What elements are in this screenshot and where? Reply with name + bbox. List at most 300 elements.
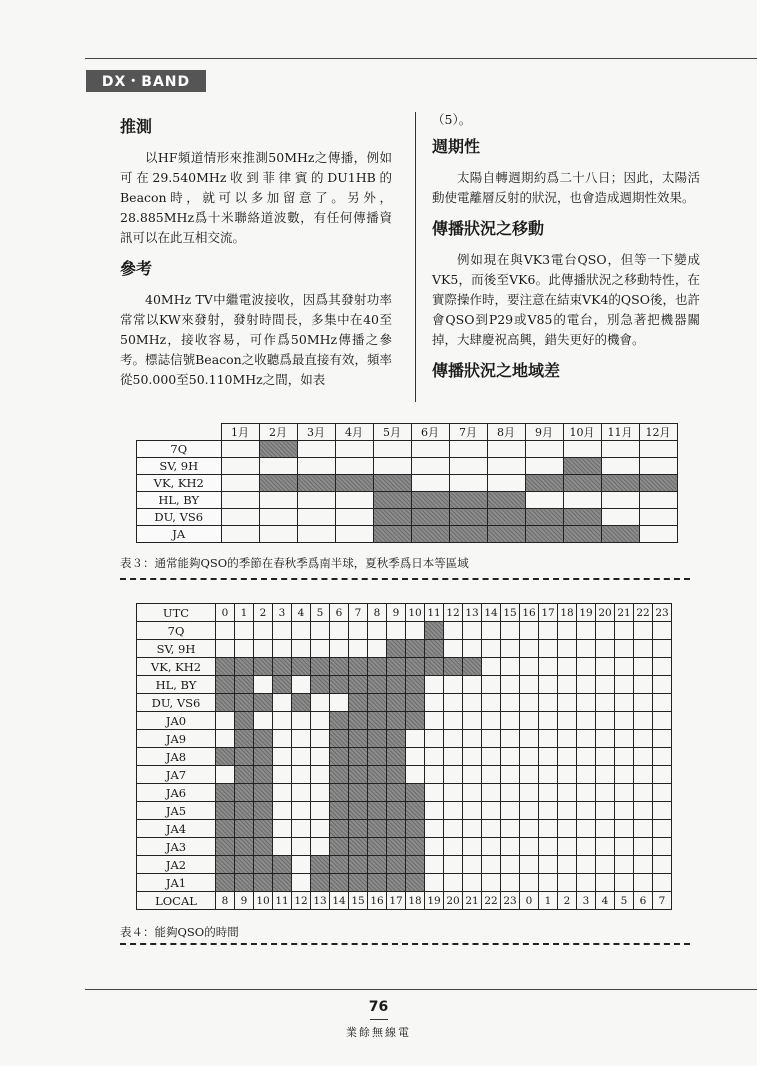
utc-label: UTC	[137, 604, 216, 622]
time-cell	[596, 622, 615, 640]
time-row-label: JA6	[137, 784, 216, 802]
time-cell	[653, 838, 672, 856]
time-cell	[216, 712, 235, 730]
time-cell	[539, 820, 558, 838]
time-cell	[273, 694, 292, 712]
season-cell	[487, 441, 525, 458]
time-cell	[615, 622, 634, 640]
time-cell	[596, 712, 615, 730]
local-hour: 16	[368, 892, 387, 910]
time-cell-active	[387, 766, 406, 784]
time-cell	[520, 802, 539, 820]
local-hour: 1	[539, 892, 558, 910]
utc-hour: 21	[615, 604, 634, 622]
time-cell-active	[235, 766, 254, 784]
time-cell	[596, 676, 615, 694]
time-cell	[539, 802, 558, 820]
time-cell	[634, 802, 653, 820]
time-cell	[425, 820, 444, 838]
season-cell	[601, 492, 639, 509]
time-cell	[406, 766, 425, 784]
time-cell	[558, 874, 577, 892]
time-cell	[482, 658, 501, 676]
time-cell-active	[387, 712, 406, 730]
time-table-row	[137, 802, 672, 820]
time-cell	[292, 712, 311, 730]
utc-hour: 23	[653, 604, 672, 622]
season-cell-active	[373, 475, 411, 492]
time-cell-active	[330, 874, 349, 892]
time-cell-active	[368, 874, 387, 892]
time-cell	[444, 694, 463, 712]
time-cell-active	[216, 820, 235, 838]
month-header: 8月	[487, 424, 525, 441]
time-cell	[482, 874, 501, 892]
time-cell	[254, 712, 273, 730]
time-cell-active	[235, 874, 254, 892]
time-cell	[539, 748, 558, 766]
season-cell	[449, 441, 487, 458]
season-cell	[259, 458, 297, 475]
time-cell	[482, 856, 501, 874]
time-cell	[520, 730, 539, 748]
season-cell	[335, 441, 373, 458]
time-cell	[577, 874, 596, 892]
time-cell-active	[254, 838, 273, 856]
time-cell	[596, 838, 615, 856]
time-cell	[501, 622, 520, 640]
time-cell-active	[387, 802, 406, 820]
time-cell	[558, 640, 577, 658]
season-cell	[259, 492, 297, 509]
time-cell-active	[349, 694, 368, 712]
time-cell	[596, 784, 615, 802]
time-table-row	[137, 784, 672, 802]
time-cell-active	[368, 766, 387, 784]
time-cell	[539, 874, 558, 892]
time-cell	[558, 712, 577, 730]
time-cell	[653, 820, 672, 838]
time-cell	[273, 748, 292, 766]
time-cell	[501, 748, 520, 766]
time-cell-active	[406, 694, 425, 712]
time-cell-active	[216, 874, 235, 892]
time-cell	[292, 838, 311, 856]
time-cell	[273, 802, 292, 820]
time-cell-active	[235, 802, 254, 820]
time-cell	[444, 622, 463, 640]
time-cell	[653, 658, 672, 676]
time-cell	[482, 766, 501, 784]
time-cell	[482, 730, 501, 748]
local-hour: 6	[634, 892, 653, 910]
time-cell	[501, 802, 520, 820]
season-cell	[639, 509, 677, 526]
time-cell	[539, 784, 558, 802]
left-column	[120, 110, 392, 400]
time-cell-active	[254, 658, 273, 676]
time-cell	[520, 676, 539, 694]
paragraph-propagation-shift: 例如現在與VK3電台QSO，但等一下變成VK5，而後至VK6。此傳播狀況之移動特性，在實際操作時，要注意在結束VK4的QSO後，也許會QSO到P29或V85的電台，別急著把機器關掉，大肆慶祝高興，錯失更好的機會。	[432, 252, 700, 347]
time-cell-active	[368, 784, 387, 802]
time-cell	[577, 748, 596, 766]
time-cell	[482, 748, 501, 766]
season-cell-active	[525, 526, 563, 543]
time-table-row	[137, 730, 672, 748]
time-cell	[444, 676, 463, 694]
time-cell	[501, 640, 520, 658]
season-cell-active	[563, 509, 601, 526]
utc-hour: 11	[425, 604, 444, 622]
time-cell-active	[406, 712, 425, 730]
time-cell	[615, 694, 634, 712]
local-hour: 7	[653, 892, 672, 910]
time-cell	[254, 676, 273, 694]
time-cell-active	[368, 676, 387, 694]
time-cell-active	[349, 874, 368, 892]
time-row-label: JA0	[137, 712, 216, 730]
time-table-row	[137, 838, 672, 856]
time-cell	[482, 802, 501, 820]
time-cell	[615, 640, 634, 658]
time-cell	[634, 622, 653, 640]
time-cell	[425, 730, 444, 748]
time-cell	[311, 838, 330, 856]
time-cell	[444, 748, 463, 766]
utc-hour: 15	[501, 604, 520, 622]
time-cell	[425, 748, 444, 766]
time-row-label: JA3	[137, 838, 216, 856]
dashed-divider	[120, 943, 690, 945]
time-cell	[577, 856, 596, 874]
time-cell-active	[387, 676, 406, 694]
season-cell-active	[487, 492, 525, 509]
time-cell-active	[368, 658, 387, 676]
time-cell-active	[216, 856, 235, 874]
time-cell	[501, 658, 520, 676]
time-cell	[577, 784, 596, 802]
time-cell	[463, 820, 482, 838]
local-hour: 3	[577, 892, 596, 910]
time-table-row	[137, 676, 672, 694]
time-cell	[615, 856, 634, 874]
time-cell	[482, 820, 501, 838]
time-cell-active	[235, 694, 254, 712]
time-cell-active	[368, 712, 387, 730]
season-table-row	[137, 509, 678, 526]
time-cell-active	[216, 748, 235, 766]
time-cell	[311, 730, 330, 748]
time-cell-active	[387, 784, 406, 802]
season-row-label: SV, 9H	[137, 458, 222, 475]
time-cell	[634, 730, 653, 748]
time-cell	[425, 838, 444, 856]
utc-hour: 8	[368, 604, 387, 622]
time-cell	[653, 748, 672, 766]
time-cell	[596, 856, 615, 874]
season-cell-active	[373, 492, 411, 509]
season-cell	[297, 492, 335, 509]
time-cell	[425, 856, 444, 874]
season-cell	[297, 526, 335, 543]
time-cell	[311, 820, 330, 838]
time-cell-active	[349, 802, 368, 820]
time-cell	[634, 820, 653, 838]
season-cell	[487, 458, 525, 475]
time-cell-active	[406, 676, 425, 694]
time-cell	[425, 712, 444, 730]
local-hour: 2	[558, 892, 577, 910]
time-cell	[653, 766, 672, 784]
time-cell	[653, 784, 672, 802]
section-title-periodicity: 週期性	[432, 137, 481, 156]
month-header: 11月	[601, 424, 639, 441]
season-row-label: VK, KH2	[137, 475, 222, 492]
month-header: 7月	[449, 424, 487, 441]
time-cell-active	[292, 658, 311, 676]
local-hour: 20	[444, 892, 463, 910]
season-cell	[221, 526, 259, 543]
utc-hour: 1	[235, 604, 254, 622]
section-title-estimation: 推測	[120, 117, 153, 136]
time-cell-active	[368, 748, 387, 766]
season-cell-active	[335, 475, 373, 492]
time-cell	[330, 640, 349, 658]
time-cell-active	[235, 784, 254, 802]
time-cell-active	[254, 694, 273, 712]
season-cell-active	[525, 509, 563, 526]
time-cell-active	[273, 658, 292, 676]
time-cell	[463, 694, 482, 712]
time-cell-active	[349, 712, 368, 730]
season-cell	[221, 475, 259, 492]
season-row-label: 7Q	[137, 441, 222, 458]
season-cell-active	[259, 441, 297, 458]
season-table	[136, 423, 678, 543]
time-cell	[653, 640, 672, 658]
time-table-row	[137, 748, 672, 766]
season-cell	[601, 458, 639, 475]
time-cell	[482, 838, 501, 856]
local-hour: 18	[406, 892, 425, 910]
time-cell	[254, 622, 273, 640]
utc-hour: 13	[463, 604, 482, 622]
time-cell-active	[387, 694, 406, 712]
utc-hour: 20	[596, 604, 615, 622]
time-cell-active	[349, 676, 368, 694]
time-cell	[311, 802, 330, 820]
time-cell-active	[349, 748, 368, 766]
time-cell	[539, 730, 558, 748]
time-cell	[558, 730, 577, 748]
column-divider	[415, 112, 416, 402]
time-cell	[634, 838, 653, 856]
utc-hour: 0	[216, 604, 235, 622]
time-cell-active	[311, 676, 330, 694]
time-cell	[444, 640, 463, 658]
time-cell-active	[330, 748, 349, 766]
time-cell	[596, 730, 615, 748]
time-cell-active	[406, 820, 425, 838]
utc-hour: 12	[444, 604, 463, 622]
time-table-row	[137, 622, 672, 640]
time-cell	[292, 622, 311, 640]
time-cell	[406, 748, 425, 766]
utc-hour: 5	[311, 604, 330, 622]
time-cell-active	[406, 856, 425, 874]
time-cell-active	[406, 640, 425, 658]
time-cell	[425, 676, 444, 694]
time-cell	[653, 712, 672, 730]
season-cell	[221, 458, 259, 475]
season-table-row	[137, 526, 678, 543]
time-cell-active	[387, 640, 406, 658]
time-cell	[444, 820, 463, 838]
season-cell-active	[563, 475, 601, 492]
time-cell	[615, 748, 634, 766]
time-cell	[539, 658, 558, 676]
time-cell	[634, 856, 653, 874]
utc-hour: 22	[634, 604, 653, 622]
utc-hour: 7	[349, 604, 368, 622]
season-cell	[639, 492, 677, 509]
time-cell-active	[235, 748, 254, 766]
right-column	[432, 110, 700, 392]
utc-hour: 2	[254, 604, 273, 622]
time-cell-active	[349, 766, 368, 784]
time-cell	[501, 838, 520, 856]
time-cell-active	[216, 784, 235, 802]
local-hour: 19	[425, 892, 444, 910]
time-cell	[273, 838, 292, 856]
time-cell	[558, 856, 577, 874]
time-cell-active	[235, 838, 254, 856]
time-cell	[311, 640, 330, 658]
month-header: 10月	[563, 424, 601, 441]
time-cell	[577, 766, 596, 784]
time-cell	[292, 874, 311, 892]
time-cell	[444, 856, 463, 874]
time-cell	[216, 766, 235, 784]
time-cell-active	[406, 658, 425, 676]
season-cell	[525, 458, 563, 475]
season-cell	[373, 441, 411, 458]
time-cell	[292, 820, 311, 838]
time-cell	[482, 640, 501, 658]
season-row-label: DU, VS6	[137, 509, 222, 526]
time-cell	[596, 694, 615, 712]
season-cell-active	[563, 458, 601, 475]
time-cell-active	[368, 694, 387, 712]
time-cell	[653, 622, 672, 640]
time-cell-active	[349, 856, 368, 874]
time-cell	[558, 838, 577, 856]
season-cell	[373, 458, 411, 475]
time-cell-active	[216, 658, 235, 676]
time-cell	[463, 676, 482, 694]
utc-hour: 6	[330, 604, 349, 622]
season-cell	[335, 492, 373, 509]
time-cell	[596, 766, 615, 784]
time-cell	[634, 658, 653, 676]
time-cell	[558, 802, 577, 820]
time-cell-active	[273, 856, 292, 874]
season-cell	[563, 492, 601, 509]
time-cell	[615, 676, 634, 694]
time-cell-active	[254, 766, 273, 784]
utc-hour: 9	[387, 604, 406, 622]
season-cell	[335, 458, 373, 475]
time-row-label: JA2	[137, 856, 216, 874]
time-cell	[634, 766, 653, 784]
time-cell	[558, 784, 577, 802]
time-cell-active	[254, 820, 273, 838]
time-row-label: SV, 9H	[137, 640, 216, 658]
time-cell	[615, 784, 634, 802]
time-cell	[539, 694, 558, 712]
month-header: 1月	[221, 424, 259, 441]
time-cell	[482, 784, 501, 802]
month-header: 2月	[259, 424, 297, 441]
time-cell	[539, 676, 558, 694]
time-cell	[273, 622, 292, 640]
time-cell-active	[311, 658, 330, 676]
utc-hour: 3	[273, 604, 292, 622]
time-cell	[292, 676, 311, 694]
time-cell	[501, 874, 520, 892]
season-cell-active	[449, 526, 487, 543]
time-cell-active	[387, 820, 406, 838]
time-cell	[558, 676, 577, 694]
time-cell	[463, 838, 482, 856]
time-cell	[558, 658, 577, 676]
time-cell	[539, 712, 558, 730]
time-cell	[444, 874, 463, 892]
time-cell	[425, 802, 444, 820]
season-cell	[221, 509, 259, 526]
time-cell-active	[273, 676, 292, 694]
time-cell	[577, 658, 596, 676]
time-cell-active	[292, 694, 311, 712]
time-cell	[349, 622, 368, 640]
time-cell	[558, 748, 577, 766]
season-cell	[601, 509, 639, 526]
time-cell	[558, 694, 577, 712]
time-cell-active	[349, 784, 368, 802]
season-cell	[563, 441, 601, 458]
time-cell	[311, 748, 330, 766]
season-cell	[411, 458, 449, 475]
time-cell-active	[349, 658, 368, 676]
time-cell	[368, 640, 387, 658]
time-cell	[482, 622, 501, 640]
time-row-label: 7Q	[137, 622, 216, 640]
time-cell	[425, 766, 444, 784]
time-cell	[539, 856, 558, 874]
time-table	[136, 603, 672, 910]
time-cell	[368, 622, 387, 640]
time-cell	[653, 802, 672, 820]
time-cell	[577, 730, 596, 748]
season-table-row	[137, 492, 678, 509]
time-cell-active	[463, 658, 482, 676]
time-table-row	[137, 694, 672, 712]
time-cell	[273, 730, 292, 748]
time-cell-active	[330, 820, 349, 838]
section-title-propagation-shift: 傳播狀況之移動	[432, 219, 545, 238]
dashed-divider	[120, 578, 690, 580]
time-cell	[292, 748, 311, 766]
